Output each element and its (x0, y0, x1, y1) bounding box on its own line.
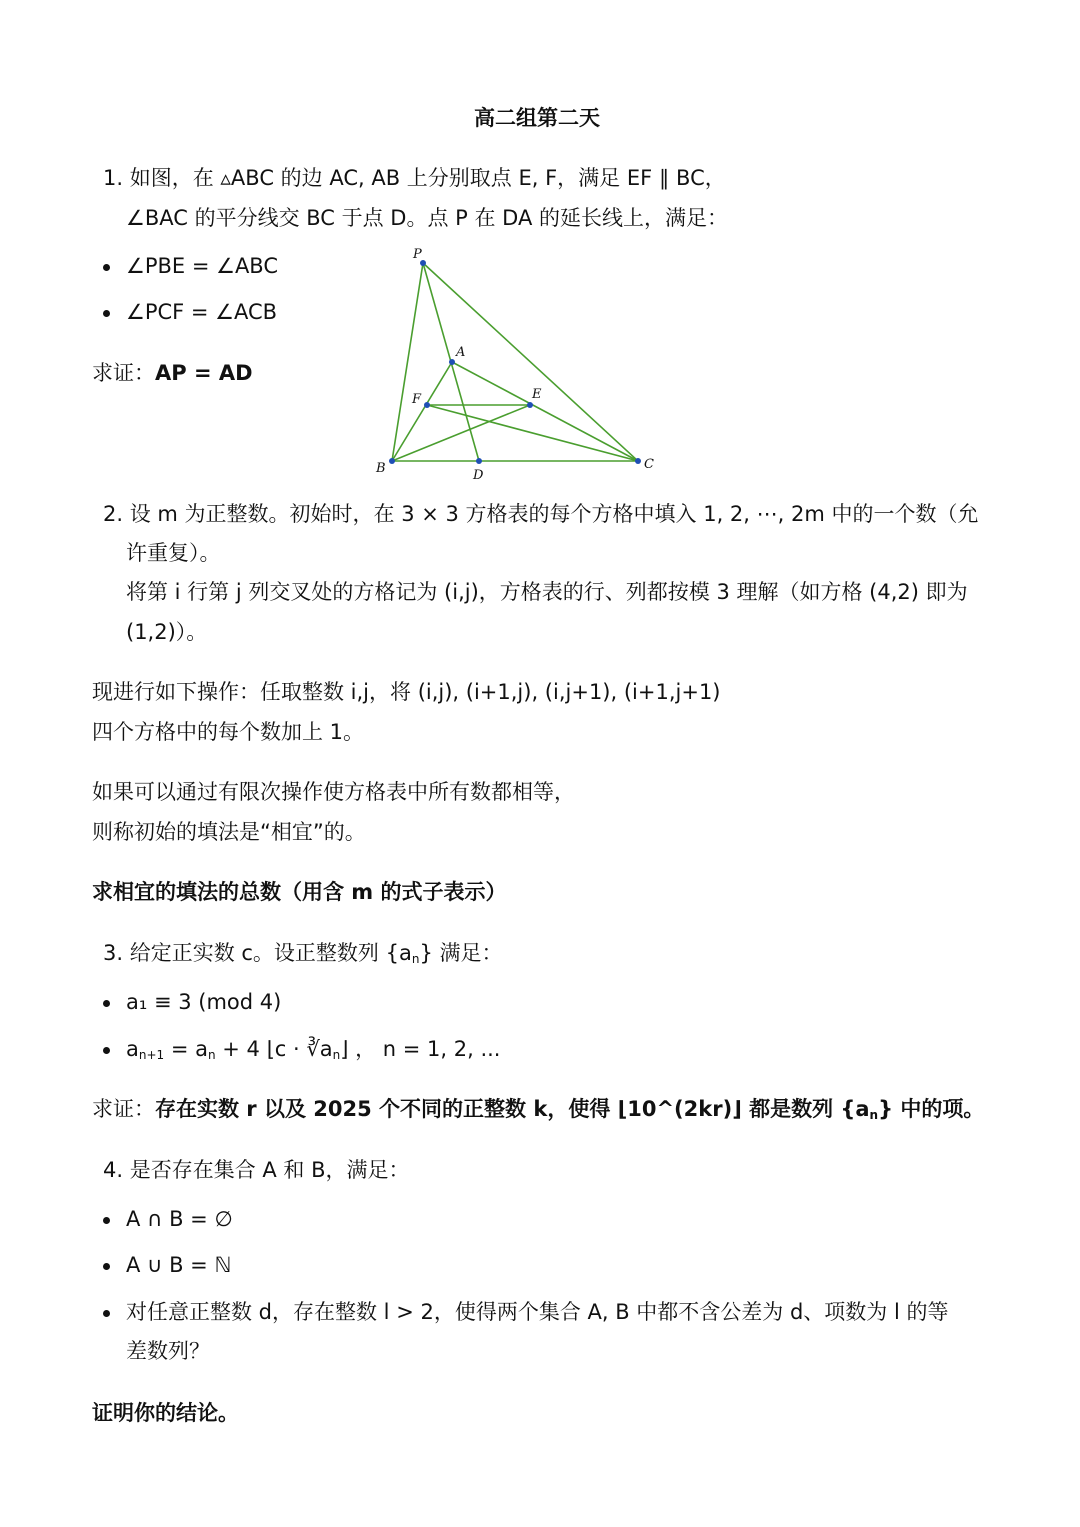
point-f (424, 402, 430, 408)
problem-1-condition-1: ∠PBE = ∠ABC (126, 254, 279, 278)
problem-2-operation-1: 现进行如下操作：任取整数 i,j，将 (i,j), (i+1,j), (i,j+1), (i+1,j+1) (92, 680, 721, 704)
subscript: n (411, 952, 420, 966)
problem-2-line-2: 许重复）。 (126, 541, 221, 565)
formula-part: + 4 ⌊c · ∛a (215, 1037, 333, 1061)
segment-ab (392, 362, 452, 461)
formula-part: ⌋ ， n = 1, 2, ... (340, 1037, 501, 1061)
formula-part: a (126, 1037, 139, 1061)
bullet-dot (103, 1047, 110, 1054)
segment-pc (423, 263, 638, 461)
bullet-dot (103, 264, 110, 271)
point-d (476, 458, 482, 464)
problem-4-condition-3-line-1: 对任意正整数 d，存在整数 l > 2，使得两个集合 A, B 中都不含公差为 d、项数为 l 的等 (126, 1300, 949, 1324)
problem-1-line-2: ∠BAC 的平分线交 BC 于点 D。点 P 在 DA 的延长线上，满足： (126, 206, 728, 230)
point-e (527, 402, 533, 408)
problem-4-condition-3-line-2: 差数列？ (126, 1339, 210, 1363)
label-b: B (376, 461, 386, 476)
prove-label: 求证： (92, 1097, 155, 1121)
subscript: n (869, 1108, 879, 1122)
label-p: P (413, 247, 422, 262)
figure-points (389, 260, 641, 464)
bullet-dot (103, 1000, 110, 1007)
problem-3-condition-1: a₁ ≡ 3 (mod 4) (126, 990, 282, 1014)
subscript: n+1 (138, 1048, 165, 1062)
segment-fc (427, 405, 638, 461)
problem-4-condition-2: A ∪ B = ℕ (126, 1253, 232, 1277)
point-a (449, 359, 455, 365)
problem-1-condition-2: ∠PCF = ∠ACB (126, 300, 278, 324)
prove-statement: 存在实数 r 以及 2025 个不同的正整数 k，使得 ⌊10^(2kr)⌋ 都是数列 {a (155, 1097, 870, 1121)
label-f: F (412, 392, 422, 407)
page-title: 高二组第二天 (474, 106, 600, 130)
problem-1-prove (92, 358, 253, 388)
bullet-dot (103, 1217, 110, 1224)
formula-part: = a (164, 1037, 208, 1061)
problem-2-line-1: 2. 设 m 为正整数。初始时，在 3 × 3 方格表的每个方格中填入 1, 2, ⋯, 2m 中的一个数（允 (103, 502, 979, 526)
problem-2-definition-2: 则称初始的填法是“相宜”的。 (92, 820, 366, 844)
bullet-dot (103, 1263, 110, 1270)
problem-3-intro (103, 938, 503, 974)
problem-4-intro: 4. 是否存在集合 A 和 B，满足： (103, 1158, 410, 1182)
triangle-figure (370, 240, 670, 490)
label-a: A (456, 345, 466, 360)
problem-4-conclusion: 证明你的结论。 (92, 1401, 239, 1425)
prove-label: 求证： (92, 361, 155, 385)
subscript: n (208, 1048, 216, 1062)
point-c (635, 458, 641, 464)
problem-2-line-3: 将第 i 行第 j 列交叉处的方格记为 (i,j)，方格表的行、列都按模 3 理解（如方格 (4,2) 即为 (126, 580, 968, 604)
point-b (389, 458, 395, 464)
intro-text-end: } 满足： (419, 941, 503, 965)
problem-2-operation-2: 四个方格中的每个数加上 1。 (92, 720, 365, 744)
segment-pb (392, 263, 423, 461)
problem-3-prove (92, 1094, 984, 1130)
problem-2-definition-1: 如果可以通过有限次操作使方格表中所有数都相等， (92, 780, 575, 804)
problem-1-line-1: 1. 如图，在 ▵ABC 的边 AC, AB 上分别取点 E, F，满足 EF ∥ BC， (103, 166, 726, 190)
problem-2-line-4: (1,2)）。 (126, 620, 208, 644)
prove-statement: AP = AD (155, 361, 253, 385)
intro-text: 3. 给定正实数 c。设正整数列 {a (103, 941, 412, 965)
segment-ac (452, 362, 638, 461)
subscript: n (332, 1048, 341, 1062)
bullet-dot (103, 1310, 110, 1317)
label-d: D (473, 468, 484, 483)
figure-lines (392, 263, 638, 461)
label-c: C (644, 457, 654, 472)
problem-4-condition-1: A ∩ B = ∅ (126, 1207, 233, 1231)
prove-statement-end: } 中的项。 (878, 1097, 985, 1121)
problem-3-condition-2 (126, 1034, 500, 1070)
bullet-dot (103, 310, 110, 317)
problem-2-question: 求相宜的填法的总数（用含 m 的式子表示） (92, 880, 507, 904)
label-e: E (532, 387, 542, 402)
